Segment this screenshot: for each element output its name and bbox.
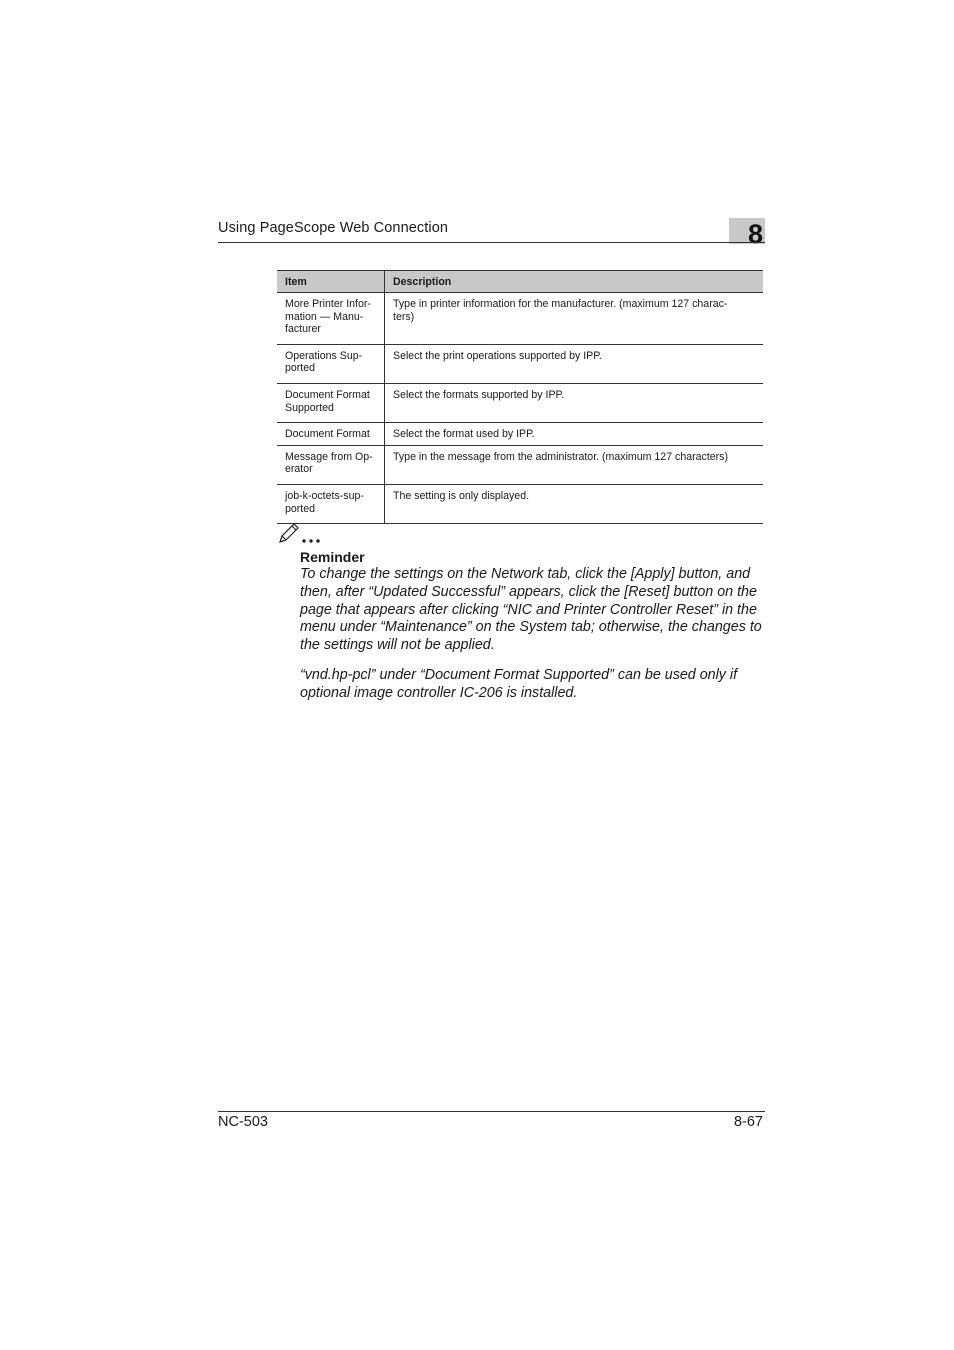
footer-model-name: NC-503 <box>218 1114 268 1130</box>
item-cell: Operations Sup- ported <box>277 344 385 383</box>
item-cell: More Printer Infor- mation — Manu- facturer <box>277 293 385 345</box>
column-header-item: Item <box>277 271 385 293</box>
item-cell: Message from Op- erator <box>277 445 385 484</box>
reminder-title: Reminder <box>300 549 365 565</box>
chapter-tab <box>729 218 765 249</box>
description-cell: The setting is only displayed. <box>385 484 764 523</box>
footer-divider <box>218 1111 765 1112</box>
description-cell: Type in the message from the administrator. (maximum 127 characters) <box>385 445 764 484</box>
item-cell: Document Format Supported <box>277 383 385 422</box>
table-header-row <box>277 271 763 293</box>
header-title: Using PageScope Web Connection <box>218 220 449 236</box>
table-row <box>277 344 763 383</box>
item-description-table <box>277 270 763 524</box>
description-cell: Select the formats supported by IPP. <box>385 383 764 422</box>
table-row <box>277 445 763 484</box>
footer-page-number: 8-67 <box>733 1114 763 1130</box>
pencil-note-icon <box>277 521 327 545</box>
table-row <box>277 484 763 523</box>
table-row <box>277 293 763 345</box>
chapter-number: 8 <box>747 219 763 249</box>
table-row <box>277 383 763 422</box>
reminder-paragraph: To change the settings on the Network tab, click the [Apply] button, and then, after “Updated Successful” appears, click the [Reset] button on the page that appears after clicking “NIC and Printer Controller Reset” in the menu under “Maintenance” on the System tab; otherwise, the changes to the settings will not be applied. <box>300 566 762 654</box>
reminder-paragraph: “vnd.hp-pcl” under “Document Format Supported” can be used only if optional image controller IC-206 is installed. <box>300 667 738 701</box>
item-cell: job-k-octets-sup- ported <box>277 484 385 523</box>
item-cell: Document Format <box>277 423 385 446</box>
description-cell: Select the format used by IPP. <box>385 423 764 446</box>
description-cell: Type in printer information for the manufacturer. (maximum 127 charac- ters) <box>385 293 764 345</box>
column-header-description: Description <box>385 271 764 293</box>
table-row <box>277 423 763 446</box>
header-divider <box>218 242 765 243</box>
description-cell: Select the print operations supported by IPP. <box>385 344 764 383</box>
